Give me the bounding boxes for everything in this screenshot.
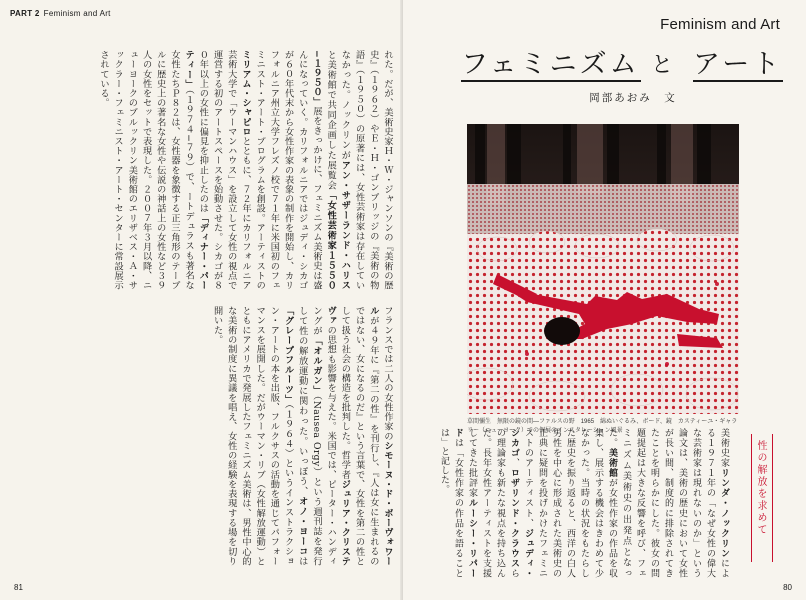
text-run: ートデュラスも著名な女性たち: [168, 50, 195, 290]
name-bold: アン・サザーランド・ハリス: [339, 160, 351, 290]
text-run: 「女性作家の作品を語ることは」: [439, 428, 463, 578]
name-bold: ロザリンド・クラウス: [509, 468, 519, 569]
text-run: は: [453, 438, 463, 449]
text-run: 米国では、ピーター・ハンディングが: [310, 306, 337, 566]
name-bold: ジュディ・シカゴ: [509, 428, 533, 578]
name-bold: リンダ・ノックリン: [719, 468, 729, 559]
name-bold: オノ・ヨーコ: [296, 496, 308, 557]
name-bold: ミリアム・シャピロ: [239, 50, 251, 137]
name-bold: シモーヌ・ド・ボーヴォワール: [367, 306, 393, 566]
folio-right: 80: [783, 583, 792, 592]
text-run: 長年女性アーティストを支援してきた批評家: [467, 428, 491, 578]
installation-photo: [467, 124, 739, 414]
topic-label: Feminism and Art: [43, 9, 111, 18]
text-run: と美術館で共同企画した展覧会: [325, 50, 337, 191]
japanese-title: [461, 42, 783, 82]
title-part1: フェミニズム: [461, 49, 640, 80]
running-head: [10, 9, 111, 18]
left-lower-text: [22, 306, 394, 566]
text-run: 展をきっかけに、フェミニズム美術史は盛んになっていく。: [296, 50, 322, 290]
text-run: は: [296, 556, 308, 566]
text-run: フランスでは二人の女性作家の: [382, 306, 393, 441]
text-run: 長い間、制度的に排除されてきたことを明らかにした。彼女の問題提起は大きな反響を呼び、フェミニズム美術史の出発点となった。: [607, 428, 673, 578]
work-bold: 「グレープフルーツ」: [282, 306, 294, 405]
english-title: Feminism and Art: [660, 16, 780, 33]
work-bold: 「オルガン」: [310, 335, 322, 396]
text-run: らの理論家も新たな視点を持ち込んだ。: [481, 428, 519, 578]
text-run: だがウーマン・リブ（女性解放運動）とともにアメリカで発展したフェミニズム美術は、男性中心的な美術の制度に異議を唱え、女性の経験を表現する場を切り開いた。: [211, 306, 266, 566]
text-run: と記した。: [439, 446, 449, 494]
text-run: （Nausea Orgy）という週刊誌を発行して性の解放運動に関わった。いっぽう、: [296, 306, 322, 566]
exhibition-bold: 「女性芸術家１５５０−１９５０」: [310, 50, 337, 290]
text-run: の思想も影響を与えた。: [325, 325, 337, 432]
text-run: 当時の状況をもたらした歴史を振り返ると、西洋の白人男性を中心に形成された美術史の正典に疑問を投げかけたフェミニストのアーティスト、: [523, 428, 589, 578]
right-page: [403, 0, 806, 600]
subhead-text: 性の解放を求めて: [755, 440, 766, 536]
text-run: 、: [509, 458, 519, 469]
left-upper-text: [22, 50, 394, 290]
folio-left: 81: [14, 583, 23, 592]
title-underline: [693, 80, 783, 82]
right-body-text: [423, 428, 731, 578]
title-underline: [461, 80, 641, 82]
section-subhead: [743, 434, 779, 564]
byline: 岡部あおみ 文: [589, 92, 677, 104]
text-run: が女性作家の作品を収集し、展示する機会はきわめて少なかった。: [579, 428, 617, 578]
text-run: （１９６４）というインストラクション・アートの本を出版、フルクサスの活動を通じてパフォーマンスを展開した。: [254, 306, 294, 566]
title-part2: アート: [693, 49, 783, 80]
work-bold: 「ディナー・パーティー」: [183, 50, 209, 290]
photo-caption: 草間彌生 無限の鏡の間―ファルスの野 1965 綿ぬいぐるみ、ボード、鏡 カスティーユ・ギャラリー（ニューヨーク）での個展のインスタレーション風景: [467, 419, 738, 434]
keyword-bold: 美術館: [607, 448, 617, 479]
text-run: による１９７１年の「なぜ女性の偉大な芸術家は現れないのか」という論文は、美術の歴史において女性が: [663, 428, 729, 578]
text-run: （１９７４−７９）で、: [183, 89, 195, 192]
name-bold: ジュリア・クリステヴァ: [325, 306, 351, 566]
name-bold: ルーシー・リパード: [453, 428, 477, 578]
text-run: カリフォルニアではジュディ・シカゴが６０年代末から女性作家の表象の制作を開始し、カリフォルニア州立大学フレズノ校で７１年に米国初のフェミニスト・アート・プログラムを創設。アーティストの: [254, 50, 308, 290]
text-run: Ｐ８２は、女性器を象徴する正三角形のテーブルに歴史上の著名な女性や伝説の神話上の女性など３９人の女性をセットで表現した。２００７年３月以降、ニューヨークのブルックリン美術館のエリザベス・Ａ・サックラー・フェミニスト・アート・センターに常設展示されている。: [97, 50, 180, 290]
text-run: れた。だが、美術史家Ｈ・Ｗ・ジャンソンの『美術の歴史』（１９６２）やＥ・Ｈ・ゴンブリッジの『美術の物語』（１９５０）の原著には、女性芸術家は存在していなかった。ノックリンが: [339, 50, 393, 290]
part-label: PART 2: [10, 9, 40, 18]
text-run: とともに、７２年にカリフォルニア芸術大学で「ウーマンハウス」を設立して女性の視点で運営する初のアートスペースを始動させた。シカゴが８０年以上の女性に偏見を抑止したのは: [197, 50, 251, 290]
installation-photo-drawing: [467, 124, 739, 414]
text-run: が４９年に『第二の性』を刊行し、『人は女に生まれるのではない、女になるのだ』という言葉で、女性を第二の性として扱う社会の構造を批判した。哲学者: [339, 306, 379, 566]
text-run: 美術史家: [719, 428, 729, 469]
title-connector: と: [651, 53, 677, 78]
